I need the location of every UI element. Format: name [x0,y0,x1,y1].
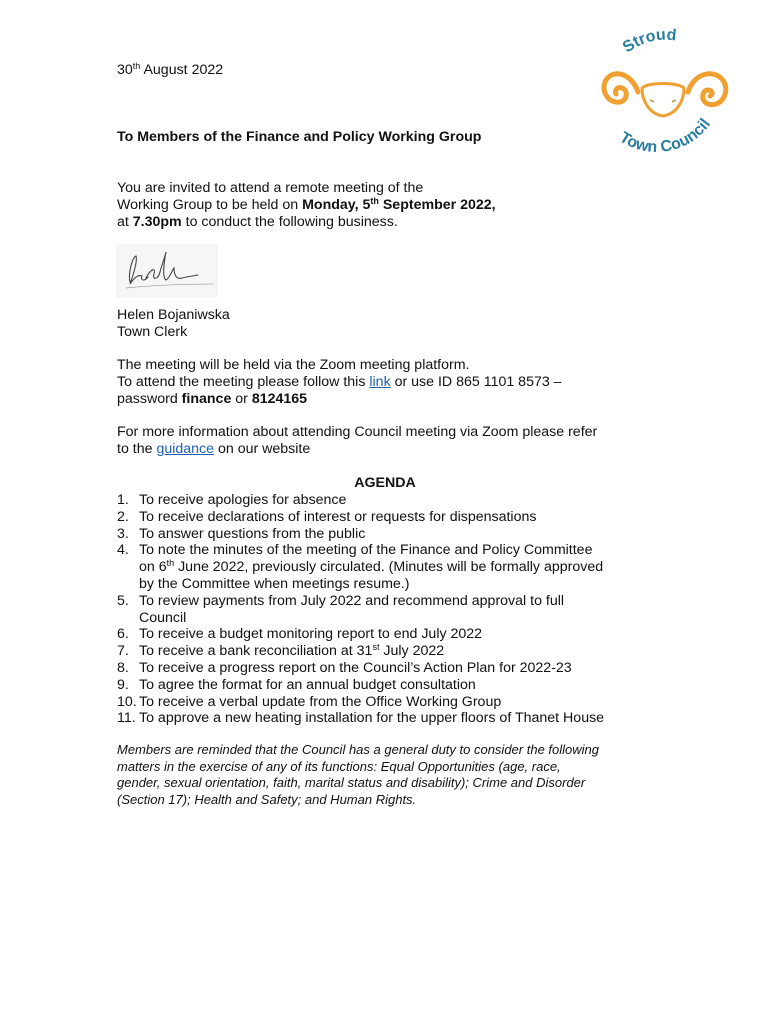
invite-line-3: at 7.30pm to conduct the following business. [117,214,398,230]
agenda-heading: AGENDA [354,475,416,491]
equality-notice [117,742,677,808]
signer-name: Helen Bojaniwska [117,307,230,323]
signer-block [117,307,230,341]
addressee-heading: To Members of the Finance and Policy Working Group [117,129,482,145]
notice-line-2: matters in the exercise of any of its functions: Equal Opportunities (age, race, [117,758,561,774]
agenda-item-2: 2. To receive declarations of interest or requests for dispensations [117,508,537,525]
invitation-paragraph [117,180,496,231]
more-info-line-1: For more information about attending Council meeting via Zoom please refer [117,424,598,440]
invite-line-1: You are invited to attend a remote meeting of the [117,180,424,196]
zoom-paragraph [117,357,562,408]
agenda-item-6: 6. To receive a budget monitoring report to end July 2022 [117,626,483,643]
invite-line-2: Working Group to be held on Monday, 5th September 2022, [117,196,496,213]
logo-bottom-text: Town Council [616,115,714,157]
meeting-link[interactable]: link [369,374,391,390]
agenda-item-5: 5. To review payments from July 2022 and recommend approval to full Council [117,592,565,626]
signer-title: Town Clerk [117,324,188,340]
notice-line-4: (Section 17); Health and Safety; and Human Rights. [117,791,417,807]
agenda-item-9: 9. To agree the format for an annual budget consultation [117,676,476,693]
zoom-line-2: To attend the meeting please follow this link or use ID 865 1101 8573 – [117,374,562,390]
more-info-paragraph [117,424,597,458]
agenda-item-4: 4. To note the minutes of the meeting of the Finance and Policy Committee on 6th June 2022, previously circulated. (Minutes will be formally approved by the Committee when meetings resume.) [117,542,604,592]
logo-top-text: Stroud [619,26,678,57]
ram-horns-logo-icon [604,74,726,116]
handwritten-signature-icon [116,244,218,298]
zoom-line-3: password finance or 8124165 [117,391,308,407]
letter-date: 30th August 2022 [117,61,224,78]
notice-line-1: Members are reminded that the Council has a general duty to consider the following [117,742,599,757]
notice-line-3: gender, sexual orientation, faith, marital status and disability); Crime and Disorder [117,775,586,790]
agenda-item-3: 3. To answer questions from the public [117,525,366,542]
more-info-line-2: to the guidance on our website [117,441,311,457]
agenda-item-8: 8. To receive a progress report on the Council’s Action Plan for 2022-23 [117,659,572,676]
zoom-line-1: The meeting will be held via the Zoom meeting platform. [117,357,470,373]
guidance-link[interactable]: guidance [156,441,215,457]
stroud-town-council-logo [592,24,734,164]
agenda-item-10: 10. To receive a verbal update from the Office Working Group [117,693,502,710]
agenda-list [117,492,677,727]
agenda-item-11: 11. To approve a new heating installation for the upper floors of Thanet House [117,710,605,727]
agenda-item-7: 7. To receive a bank reconciliation at 31st July 2022 [117,642,445,660]
agenda-item-1: 1. To receive apologies for absence [117,492,347,508]
